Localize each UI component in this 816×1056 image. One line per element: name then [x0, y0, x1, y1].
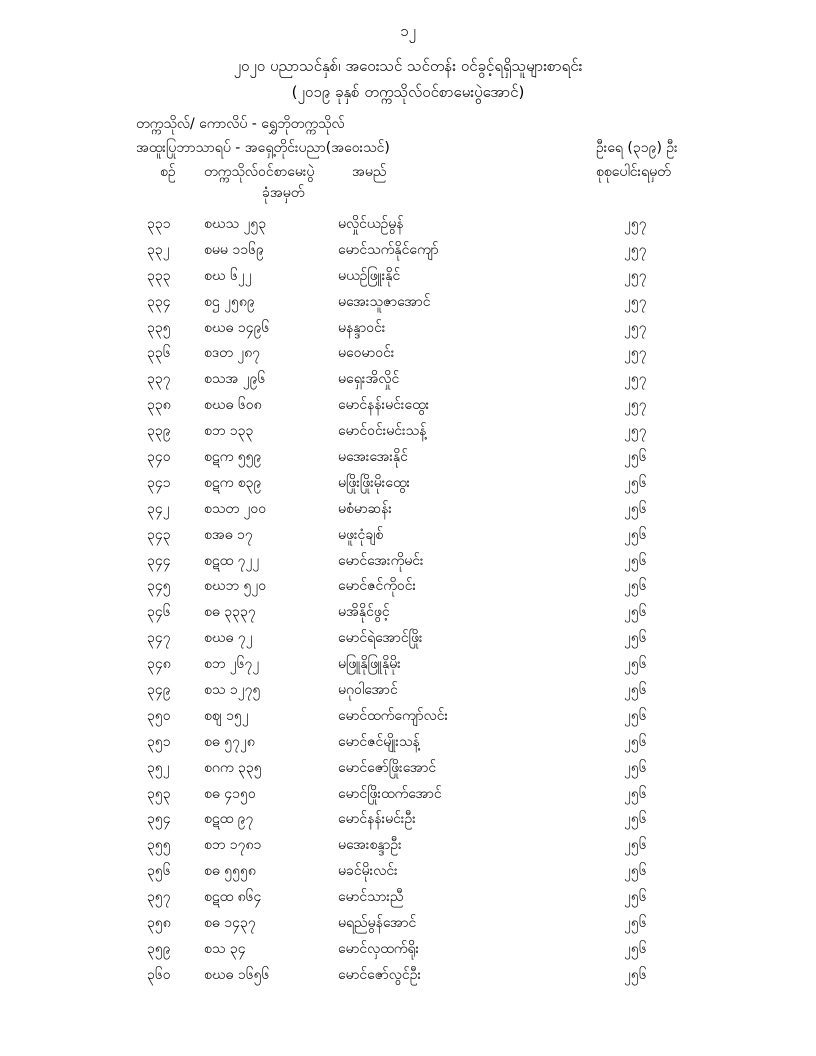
- total-marks: ၂၅၆: [624, 759, 647, 776]
- table-row: [0, 290, 816, 316]
- document-subtitle: (၂၀၁၉ ခုနှစ် တက္ကသိုလ်ဝင်စာမေးပွဲအောင်): [291, 83, 525, 101]
- total-marks: ၂၅၆: [624, 682, 647, 699]
- serial-no: ၃၅၅: [147, 837, 171, 854]
- roll-number: စသ ၃၄: [204, 940, 246, 957]
- roll-number: စဃဘ ၅၂၀: [204, 578, 267, 595]
- header-total-marks: စုစုပေါင်းရမှတ်: [596, 164, 671, 180]
- serial-no: ၃၄၃: [147, 526, 171, 543]
- roll-number: စဓ ၅၅၅၈: [204, 863, 256, 880]
- serial-no: ၃၅၆: [147, 863, 171, 880]
- serial-no: ၃၄၅: [147, 578, 171, 595]
- table-row: [0, 833, 816, 859]
- total-marks: ၂၅၆: [624, 707, 647, 724]
- serial-no: ၃၅၃: [147, 785, 171, 802]
- roll-number: စဃသ ၂၅၃: [204, 216, 267, 232]
- table-row: [0, 497, 816, 523]
- serial-no: ၃၄၆: [147, 604, 171, 621]
- student-name: မောင်အေးကိုမင်း: [338, 552, 424, 569]
- total-marks: ၂၅၆: [624, 500, 647, 517]
- table-row: [0, 885, 816, 911]
- table-row: [0, 626, 816, 652]
- total-marks: ၂၅၇: [624, 241, 647, 258]
- roll-number: စဃဓ ၆၀၈: [204, 397, 262, 414]
- serial-no: ၃၅၈: [147, 915, 171, 932]
- student-name: မဖြူနိုဖြူနိုမိုး: [338, 656, 401, 673]
- serial-no: ၃၄၂: [147, 500, 170, 517]
- table-row: [0, 238, 816, 264]
- total-marks: ၂၅၆: [624, 526, 647, 543]
- total-marks: ၂၅၆: [624, 474, 647, 491]
- table-row: [0, 807, 816, 833]
- table-row: [0, 782, 816, 808]
- total-marks: ၂၅၆: [624, 552, 647, 569]
- subject-label: အထူးပြုဘာသာရပ် - အရှေ့တိုင်းပညာ(အဝေးသင်): [136, 140, 390, 156]
- table-row: [0, 419, 816, 445]
- student-name: မဖူးငုံချစ်: [338, 526, 384, 543]
- serial-no: ၃၄၄: [147, 552, 171, 569]
- table-row: [0, 963, 816, 989]
- table-row: [0, 316, 816, 342]
- university-label: တက္ကသိုလ်/ ကောလိပ် - ရွှေဘိုတက္ကသိုလ်: [136, 116, 345, 132]
- student-name: မောင်လှထက်ရိုး: [338, 940, 420, 957]
- student-count: ဦးရေ (၃၁၉) ဦး: [596, 140, 678, 156]
- table-row: [0, 652, 816, 678]
- total-marks: ၂၅၇: [624, 397, 647, 414]
- serial-no: ၃၅၄: [147, 811, 171, 828]
- serial-no: ၃၃၄: [147, 293, 171, 310]
- table-row: [0, 523, 816, 549]
- table-row: [0, 393, 816, 419]
- roll-number: စသ ၁၂၇၅: [204, 682, 261, 699]
- total-marks: ၂၅၆: [624, 837, 647, 854]
- roll-number: စသတ ၂၀၀: [204, 500, 267, 517]
- student-name: မဖြိုးဖြိုးမိုးထွေး: [338, 474, 411, 491]
- total-marks: ၂၅၆: [624, 733, 647, 750]
- serial-no: ၃၄၉: [147, 682, 171, 699]
- table-row: [0, 574, 816, 600]
- student-name: မောင်နန်းမင်းထွေး: [338, 397, 430, 414]
- serial-no: ၃၅၉: [147, 940, 171, 957]
- student-name: မဝေမာဝင်း: [338, 345, 395, 362]
- student-name: မောင်ဇော်လွင်ဦး: [338, 966, 422, 983]
- total-marks: ၂၅၆: [624, 578, 647, 595]
- table-row: [0, 212, 816, 238]
- total-marks: ၂၅၇: [624, 345, 647, 362]
- serial-no: ၃၃၅: [147, 319, 171, 336]
- serial-no: ၃၆၀: [147, 966, 171, 983]
- table-row: [0, 367, 816, 393]
- student-name: မအေးသူဇာအောင်: [338, 293, 431, 310]
- table-row: [0, 445, 816, 471]
- student-name: မောင်နန်းမင်းဦး: [338, 811, 416, 828]
- serial-no: ၃၃၉: [147, 423, 171, 440]
- serial-no: ၃၅၀: [147, 707, 171, 724]
- table-row: [0, 911, 816, 937]
- header-roll-number-line2: ခုံအမှတ်: [262, 185, 305, 201]
- student-name: မဂုဝါအောင်: [338, 682, 398, 699]
- document-title: ၂၀၂၀ ပညာသင်နှစ်၊ အဝေးသင် သင်တန်း ဝင်ခွင့်ရရှိသူများစာရင်း: [233, 57, 583, 75]
- serial-no: ၃၃၈: [147, 397, 171, 414]
- roll-number: စဃဓ ၇၂: [204, 630, 253, 647]
- table-row: [0, 937, 816, 963]
- total-marks: ၂၅၆: [624, 966, 647, 983]
- serial-no: ၃၃၃: [147, 267, 171, 284]
- table-row: [0, 678, 816, 704]
- student-name: မရှေးအိလှိုင်: [338, 371, 400, 388]
- roll-number: စဓ ၄၁၅၀: [204, 785, 256, 802]
- serial-no: ၃၄၈: [147, 656, 171, 673]
- student-name: မောင်ထက်ကျော်လင်း: [338, 707, 449, 724]
- student-name: မောင်ဇင်ကိုဝင်း: [338, 578, 417, 595]
- serial-no: ၃၃၆: [147, 345, 171, 362]
- serial-no: ၃၃၁: [147, 216, 171, 232]
- total-marks: ၂၅၇: [624, 319, 647, 336]
- serial-no: ၃၄၇: [147, 630, 171, 647]
- total-marks: ၂၅၆: [624, 630, 647, 647]
- student-name: မယဉ်ဖြူးနိုင်: [338, 267, 401, 284]
- student-name: မခင်မိုးလင်း: [338, 863, 398, 880]
- serial-no: ၃၃၂: [147, 241, 170, 258]
- total-marks: ၂၅၆: [624, 915, 647, 932]
- roll-number: စဋထ ၈၆၄: [204, 889, 262, 906]
- serial-no: ၃၄၁: [147, 474, 171, 491]
- total-marks: ၂၅၇: [624, 267, 647, 284]
- total-marks: ၂၅၆: [624, 889, 647, 906]
- total-marks: ၂၅၆: [624, 811, 647, 828]
- student-name: မောင်ဖြိုးထက်အောင်: [338, 785, 442, 802]
- roll-number: စဘ ၂၆၇၂: [204, 656, 260, 673]
- total-marks: ၂၅၆: [624, 863, 647, 880]
- student-name: မလှိုင်ယဉ်မွန်: [338, 216, 404, 232]
- roll-number: စဃ ၆၂၂: [204, 267, 252, 284]
- total-marks: ၂၅၇: [624, 423, 647, 440]
- table-row: [0, 600, 816, 626]
- student-name: မောင်ရဲအောင်ဖြိုး: [338, 630, 423, 647]
- student-name: မောင်သားညီ: [338, 889, 404, 906]
- student-name: မောင်သက်နိုင်ကျော်: [338, 241, 439, 258]
- roll-number: စဋက ၅၅၉: [204, 449, 262, 466]
- table-row: [0, 471, 816, 497]
- header-roll-number: တက္ကသိုလ်ဝင်စာမေးပွဲ: [204, 164, 315, 180]
- roll-number: စဓ ၅၇၂၈: [204, 733, 255, 750]
- student-name: မောင်ဝင်းမင်းသန့်: [338, 423, 427, 440]
- roll-number: စဋထ ၇၂၂: [204, 552, 260, 569]
- table-row: [0, 264, 816, 290]
- roll-number: စဈ ၁၅၂: [204, 707, 249, 724]
- table-row: [0, 756, 816, 782]
- roll-number: စဋက စ၃၉: [204, 474, 262, 491]
- roll-number: စအဓ ၁၇: [204, 526, 253, 543]
- roll-number: စဓ ၁၄၃၇: [204, 915, 256, 932]
- table-row: [0, 341, 816, 367]
- total-marks: ၂၅၆: [624, 604, 647, 621]
- total-marks: ၂၅၆: [624, 449, 647, 466]
- student-name: မောင်ဇင်မျိုးသန့်: [338, 733, 420, 750]
- student-list: [0, 212, 816, 989]
- student-name: မအေးစန္ဒာဦး: [338, 837, 402, 854]
- student-name: မနန္ဒာဝင်း: [338, 319, 386, 336]
- roll-number: စဘ ၁၇၈၁: [204, 837, 262, 854]
- student-name: မအိနိုင်ဖွင့်: [338, 604, 390, 621]
- total-marks: ၂၅၇: [624, 371, 647, 388]
- roll-number: စမမ ၁၁၆၉: [204, 241, 264, 258]
- total-marks: ၂၅၆: [624, 785, 647, 802]
- total-marks: ၂၅၆: [624, 656, 647, 673]
- student-name: မောင်ဇော်ဖြိုးအောင်: [338, 759, 437, 776]
- student-name: မစံမာဆန်း: [338, 500, 392, 517]
- serial-no: ၃၅၁: [147, 733, 171, 750]
- serial-no: ၃၄၀: [147, 449, 171, 466]
- serial-no: ၃၅၂: [147, 759, 170, 776]
- table-row: [0, 730, 816, 756]
- total-marks: ၂၅၇: [624, 216, 647, 232]
- table-row: [0, 859, 816, 885]
- roll-number: စဘ ၁၃၃: [204, 423, 254, 440]
- student-name: မရည်မွန်အောင်: [338, 915, 417, 932]
- table-row: [0, 704, 816, 730]
- total-marks: ၂၅၇: [624, 293, 647, 310]
- page-number: ၁၂: [400, 22, 416, 40]
- student-name: မအေးအေးနိုင်: [338, 449, 408, 466]
- serial-no: ၃၃၇: [147, 371, 171, 388]
- roll-number: စဋထ ၉၇: [204, 811, 254, 828]
- total-marks: ၂၅၆: [624, 940, 647, 957]
- header-serial-no: စဉ်: [160, 164, 176, 180]
- roll-number: စဓ ၃၃၃၇: [204, 604, 256, 621]
- roll-number: စဒတ ၂၈၇: [204, 345, 261, 362]
- roll-number: စသအ ၂၉၆: [204, 371, 266, 388]
- header-name: အမည်: [352, 164, 387, 180]
- serial-no: ၃၅၇: [147, 889, 171, 906]
- roll-number: စဌ ၂၅၈၉: [204, 293, 255, 310]
- roll-number: စဃဓ ၁၄၉၆: [204, 319, 270, 336]
- table-row: [0, 549, 816, 575]
- roll-number: စဃဓ ၁၆၅၆: [204, 966, 270, 983]
- roll-number: စဂက ၃၃၅: [204, 759, 262, 776]
